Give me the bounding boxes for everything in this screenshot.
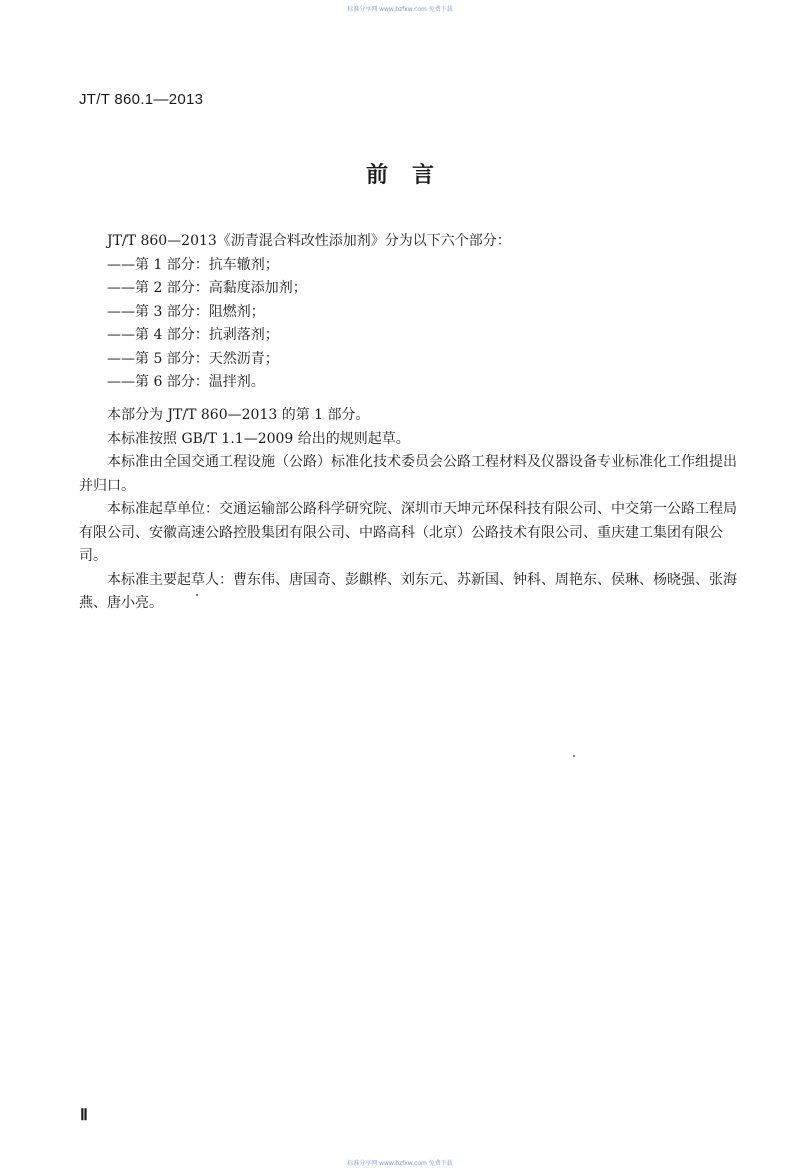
page-number: Ⅱ (80, 1107, 88, 1124)
list-item: ——第 2 部分：高黏度添加剂； (107, 280, 307, 296)
watermark-bottom: 标准分享网 www.bzfxw.com 免费下载 (347, 1160, 453, 1167)
list-item: ——第 1 部分：抗车辙剂； (107, 256, 279, 273)
standard-code: JT/T 860.1—2013 (79, 91, 204, 108)
parts-intro: JT/T 860—2013《沥青混合料改性添加剂》分为以下六个部分： (107, 233, 511, 249)
paragraph-drafters: 本标准主要起草人：曹东伟、唐国奇、彭麒桦、刘东元、苏新国、钟科、周艳东、侯琳、杨晓强、张海燕、唐小亮。 (79, 571, 737, 611)
page-title: 前言 (365, 163, 458, 188)
scan-speck (196, 594, 198, 596)
parts-intro-block (79, 230, 739, 254)
paragraph-part-scope: 本部分为 JT/T 860—2013 的第 1 部分。 (107, 407, 370, 423)
list-item: ——第 6 部分：温拌剂。 (107, 374, 265, 390)
body-paragraphs (79, 404, 739, 616)
watermark-top: 标准分享网 www.bzfxw.com 免费下载 (347, 6, 453, 13)
paragraph-drafting-units: 本标准起草单位：交通运输部公路科学研究院、深圳市天坤元环保科技有限公司、中交第一公路工程局有限公司、安徽高速公路控股集团有限公司、中路高科（北京）公路技术有限公司、重庆建工集团有限公司。 (79, 501, 737, 564)
paragraph-proposer: 本标准由全国交通工程设施（公路）标准化技术委员会公路工程材料及仪器设备专业标准化工作组提出并归口。 (79, 454, 737, 494)
parts-list (107, 254, 307, 395)
list-item: ——第 3 部分：阻燃剂； (107, 303, 265, 320)
list-item: ——第 4 部分：抗剥落剂； (107, 327, 279, 343)
paragraph-drafting-rules: 本标准按照 GB/T 1.1—2009 给出的规则起草。 (107, 430, 410, 447)
scan-speck (573, 755, 575, 757)
list-item: ——第 5 部分：天然沥青； (107, 350, 279, 367)
